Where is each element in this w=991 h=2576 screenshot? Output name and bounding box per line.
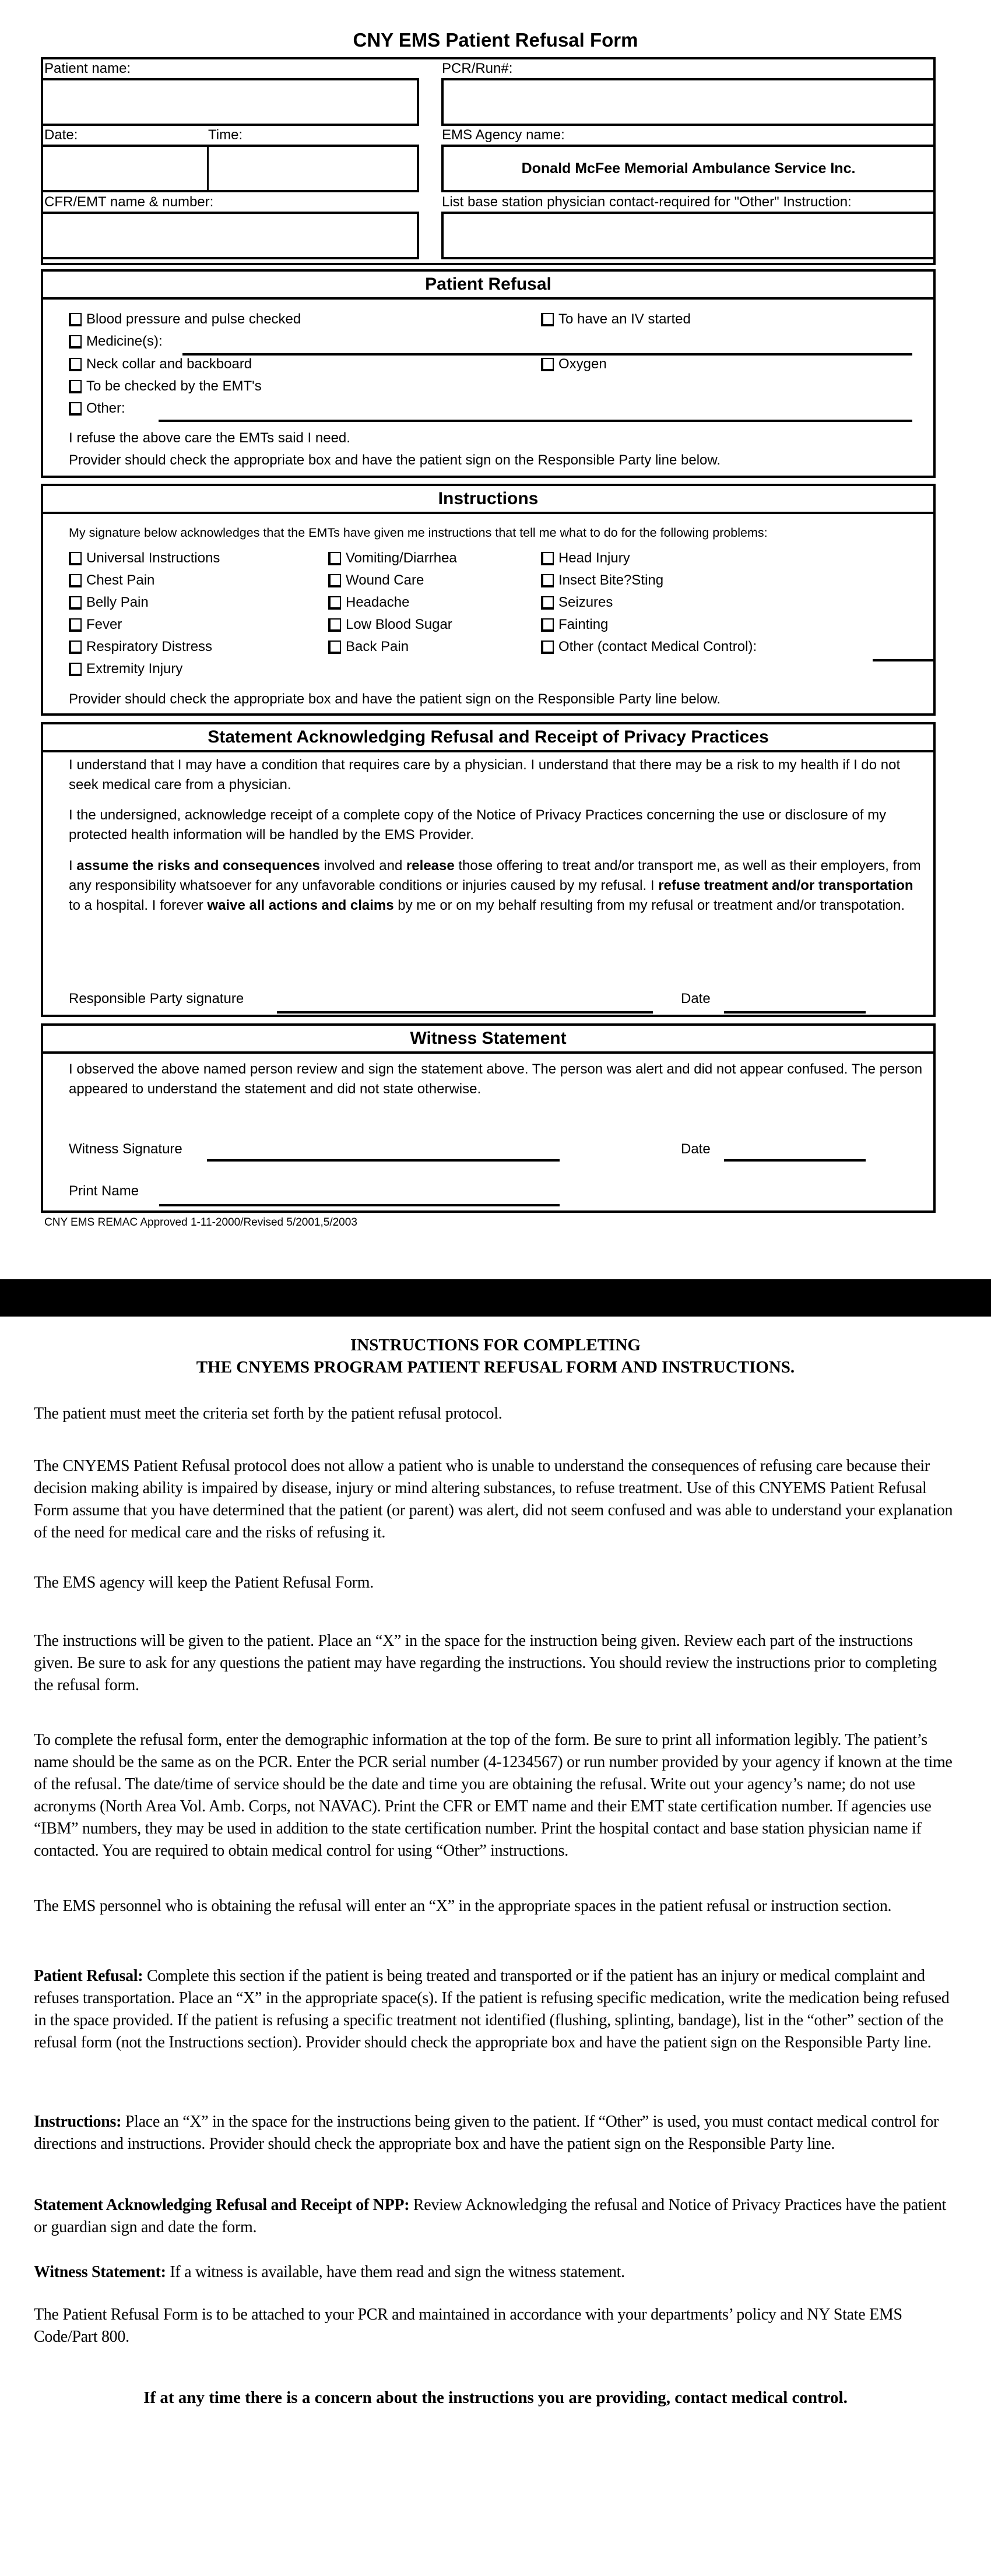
- instruction-item: [541, 572, 663, 589]
- time-label: Time:: [208, 127, 243, 143]
- base-station-field[interactable]: [441, 212, 936, 259]
- refusal-item: [69, 356, 252, 372]
- instruction-item-label: Extremity Injury: [86, 661, 183, 677]
- instruction-item: [328, 550, 457, 566]
- checkbox[interactable]: [69, 335, 82, 349]
- cfr-emt-label: CFR/EMT name & number:: [44, 194, 214, 210]
- checkbox[interactable]: [541, 313, 554, 326]
- paragraph-text: Review Acknowledging the refusal and Notice of Privacy Practices have the patient or guardian sign and date the form.: [34, 2196, 947, 2236]
- witness-heading: Witness Statement: [43, 1026, 933, 1054]
- pcr-run-label: PCR/Run#:: [442, 61, 513, 76]
- instruction-item: [69, 617, 122, 633]
- instruction-item: [69, 594, 149, 611]
- checkbox[interactable]: [69, 641, 82, 654]
- instructions-paragraph: [34, 1403, 955, 1425]
- instruction-item-label: Universal Instructions: [86, 550, 220, 566]
- instruction-item-label: Fainting: [558, 617, 609, 632]
- instructions-paragraph: [34, 2261, 955, 2283]
- paragraph-text: Place an “X” in the space for the instructions being given to the patient. If “Other” is used, you must contact medical control for directions and instructions. Provider should check the appropriate box and have the patient sign on the Responsible Party line.: [34, 2113, 939, 2153]
- instructions-paragraph: [34, 2111, 955, 2155]
- checkbox[interactable]: [328, 552, 341, 565]
- instructions-page-title-line2: THE CNYEMS PROGRAM PATIENT REFUSAL FORM AND INSTRUCTIONS.: [196, 1358, 795, 1377]
- witness-signature-label: Witness Signature: [69, 1141, 182, 1157]
- paragraph-lead: Statement Acknowledging Refusal and Receipt of NPP:: [34, 2196, 410, 2214]
- patient-refusal-section: [41, 269, 936, 478]
- checkbox[interactable]: [69, 402, 82, 416]
- checkbox[interactable]: [328, 596, 341, 610]
- witness-text: I observed the above named person review and sign the statement above. The person was alert and did not appear confused. The person appeared to understand the statement and did not state otherwise.: [69, 1061, 923, 1097]
- print-name-label: Print Name: [69, 1183, 139, 1199]
- instruction-item: [541, 550, 630, 566]
- witness-signature-line[interactable]: [207, 1159, 560, 1162]
- instructions-paragraph: [34, 1630, 955, 1697]
- statement-heading: Statement Acknowledging Refusal and Receipt of Privacy Practices: [43, 724, 933, 752]
- witness-date-line[interactable]: [724, 1159, 866, 1162]
- paragraph-lead: Witness Statement:: [34, 2263, 166, 2281]
- paragraph-text: If a witness is available, have them read and sign the witness statement.: [166, 2263, 625, 2281]
- date-field[interactable]: [41, 145, 208, 192]
- agency-field[interactable]: Donald McFee Memorial Ambulance Service Inc.: [441, 145, 936, 192]
- bold-phrase: waive all actions and claims: [207, 898, 394, 913]
- checkbox[interactable]: [69, 574, 82, 587]
- text-run: by me or on my behalf resulting from my refusal or treatment and/or transpotation.: [393, 898, 905, 913]
- text-run: involved and: [319, 858, 406, 874]
- patient-refusal-heading: Patient Refusal: [43, 272, 933, 300]
- provider-note: Provider should check the appropriate box and have the patient sign on the Responsible Party line below.: [69, 452, 721, 468]
- checkbox[interactable]: [328, 574, 341, 587]
- text-run: those offering to treat and/or transport me, as well as their employers, from any responsibility whatsoever for any unfavorable conditions or injuries caused by my refusal. I: [69, 858, 921, 893]
- instruction-item-label: Insect Bite?Sting: [558, 572, 664, 588]
- witness-section: [41, 1023, 936, 1213]
- form-footer-note: CNY EMS REMAC Approved 1-11-2000/Revised 5/2001,5/2003: [44, 1216, 357, 1229]
- paragraph-text: To complete the refusal form, enter the demographic information at the top of the form. Be sure to print all information legibly. The patient’s name should be the same as on the PCR. Enter the PCR serial number (4-1234567) or run number provided by your agency if known at the time of the refusal. The date/time of service should be the date and time you are obtaining the refusal. Write out your agency’s name; do not use acronyms (North Area Vol. Amb. Corps, not NAVAC). Print the CFR or EMT name and their EMT state certification number. If agencies use “IBM” numbers, they may be used in addition to the state certification number. Print the hospital contact and base station physician name if contacted. You are required to obtain medical control for using “Other” instructions.: [34, 1731, 953, 1860]
- instruction-item-label: Respiratory Distress: [86, 639, 213, 654]
- instructions-paragraph: [34, 1895, 955, 1917]
- patient-name-field[interactable]: [41, 78, 419, 126]
- checkbox[interactable]: [69, 358, 82, 371]
- closing-note: If at any time there is a concern about the instructions you are providing, contact medical control.: [143, 2388, 848, 2407]
- refusal-item: [541, 311, 691, 328]
- refusal-item: [541, 356, 607, 372]
- instruction-item-label: Headache: [346, 594, 410, 610]
- instruction-item-label: Seizures: [558, 594, 613, 610]
- refusal-item: [69, 333, 163, 350]
- instructions-heading: Instructions: [43, 486, 933, 514]
- print-name-line[interactable]: [159, 1204, 560, 1206]
- refusal-item: [69, 400, 125, 417]
- instruction-item-label: Belly Pain: [86, 594, 149, 610]
- statement-para-3: [69, 856, 926, 916]
- provider-note: Provider should check the appropriate box and have the patient sign on the Responsible Party line below.: [69, 691, 721, 707]
- instructions-paragraph: [34, 1455, 955, 1544]
- time-field[interactable]: [207, 145, 419, 192]
- instructions-paragraph: [34, 2194, 955, 2239]
- instructions-section: [41, 484, 936, 716]
- instruction-item: [328, 572, 424, 589]
- responsible-party-signature-label: Responsible Party signature: [69, 991, 244, 1007]
- checkbox[interactable]: [541, 358, 554, 371]
- checkbox[interactable]: [69, 552, 82, 565]
- instruction-item: [541, 639, 757, 655]
- checkbox[interactable]: [69, 596, 82, 610]
- refuse-statement: I refuse the above care the EMTs said I need.: [69, 430, 350, 446]
- instruction-item: [69, 550, 220, 566]
- bold-phrase: release: [406, 858, 455, 874]
- paragraph-lead: Patient Refusal:: [34, 1967, 143, 1985]
- patient-name-label: Patient name:: [44, 61, 131, 76]
- instructions-page-title-line1: INSTRUCTIONS FOR COMPLETING: [350, 1336, 641, 1354]
- instruction-item-label: Wound Care: [346, 572, 424, 588]
- refusal-item-label: Other:: [86, 400, 125, 416]
- checkbox[interactable]: [328, 618, 341, 632]
- instruction-item-label: Other (contact Medical Control):: [558, 639, 757, 654]
- checkbox[interactable]: [328, 641, 341, 654]
- checkbox[interactable]: [69, 380, 82, 393]
- responsible-party-signature-line[interactable]: [277, 1011, 653, 1013]
- paragraph-text: The CNYEMS Patient Refusal protocol does not allow a patient who is unable to understand the consequences of refusing care because their decision making ability is impaired by disease, injury or mind altering substances, to refuse treatment. Use of this CNYEMS Patient Refusal Form assume that you have determined that the patient (or parent) was alert, did not seem confused and was able to understand your explanation of the need for medical care and the risks of refusing it.: [34, 1457, 953, 1542]
- other-instruction-line[interactable]: [873, 659, 934, 661]
- checkbox[interactable]: [69, 618, 82, 632]
- checkbox[interactable]: [541, 574, 554, 587]
- paragraph-text: Complete this section if the patient is being treated and transported or if the patient has an injury or medical complaint and refuses transportation. Place an “X” in the appropriate space(s). If the patient is refusing specific medication, write the medication being refused in the space provided. If the patient is refusing a specific treatment not identified (flushing, splinting, bandage), list in the “other” section of the refusal form (not the Instructions section). Provider should check the appropriate box and have the patient sign on the Responsible Party line.: [34, 1967, 950, 2051]
- other-input-line[interactable]: [159, 420, 912, 422]
- checkbox[interactable]: [69, 663, 82, 676]
- statement-date-label: Date: [681, 991, 711, 1007]
- date-label: Date:: [44, 127, 78, 143]
- statement-para-1: I understand that I may have a condition that requires care by a physician. I understand that there may be a risk to my health if I do not seek medical care from a physician.: [69, 757, 901, 793]
- bold-phrase: assume the risks and consequences: [76, 858, 320, 874]
- cfr-emt-field[interactable]: [41, 212, 419, 259]
- form-title: CNY EMS Patient Refusal Form: [353, 29, 638, 51]
- instruction-item-label: Vomiting/Diarrhea: [346, 550, 457, 566]
- checkbox[interactable]: [541, 618, 554, 632]
- refusal-item-label: To be checked by the EMT's: [86, 378, 262, 394]
- statement-date-line[interactable]: [724, 1011, 866, 1013]
- pcr-run-field[interactable]: [441, 78, 936, 126]
- instructions-intro: My signature below acknowledges that the EMTs have given me instructions that tell me what to do for the following problems:: [69, 526, 768, 540]
- instruction-item: [69, 639, 212, 655]
- checkbox[interactable]: [541, 596, 554, 610]
- text-run: I: [69, 858, 77, 874]
- medicine-input-line[interactable]: [182, 353, 912, 356]
- instruction-item: [328, 617, 452, 633]
- refusal-item-label: Medicine(s):: [86, 333, 163, 349]
- bold-phrase: refuse treatment and/or transportation: [658, 878, 913, 893]
- paragraph-text: The EMS agency will keep the Patient Refusal Form.: [34, 1574, 374, 1592]
- instruction-item: [69, 572, 154, 589]
- paragraph-text: The Patient Refusal Form is to be attached to your PCR and maintained in accordance with your departments’ policy and NY State EMS Code/Part 800.: [34, 2306, 902, 2346]
- refusal-item: [69, 378, 262, 395]
- instruction-item: [328, 639, 409, 655]
- checkbox[interactable]: [69, 313, 82, 326]
- paragraph-lead: Instructions:: [34, 2113, 122, 2131]
- instructions-paragraph: [34, 1572, 955, 1594]
- instruction-item: [328, 594, 409, 611]
- instruction-item: [69, 661, 182, 677]
- agency-label: EMS Agency name:: [442, 127, 565, 143]
- refusal-item: [69, 311, 301, 328]
- refusal-item-label: Oxygen: [558, 356, 607, 372]
- instruction-item: [541, 594, 613, 611]
- instruction-item-label: Head Injury: [558, 550, 630, 566]
- refusal-item-label: Blood pressure and pulse checked: [86, 311, 301, 327]
- instructions-paragraph: [34, 1965, 955, 2054]
- instructions-paragraph: [34, 1729, 955, 1862]
- paragraph-text: The instructions will be given to the patient. Place an “X” in the space for the instruction being given. Review each part of the instructions given. Be sure to ask for any questions the patient may have regarding the instructions. You should review the instructions prior to completing the refusal form.: [34, 1632, 937, 1694]
- refusal-item-label: Neck collar and backboard: [86, 356, 252, 372]
- instructions-paragraph: [34, 2304, 955, 2348]
- statement-para-2: I the undersigned, acknowledge receipt of a complete copy of the Notice of Privacy Practices concerning the use or disclosure of my protected health information will be handled by the EMS Provider.: [69, 807, 887, 843]
- base-station-label: List base station physician contact-required for "Other" Instruction:: [442, 194, 852, 210]
- page-separator: [0, 1279, 991, 1317]
- checkbox[interactable]: [541, 641, 554, 654]
- instruction-item-label: Fever: [86, 617, 122, 632]
- instruction-item-label: Back Pain: [346, 639, 409, 654]
- text-run: to a hospital. I forever: [69, 898, 208, 913]
- witness-date-label: Date: [681, 1141, 711, 1157]
- paragraph-text: The patient must meet the criteria set forth by the patient refusal protocol.: [34, 1405, 502, 1423]
- instruction-item-label: Chest Pain: [86, 572, 155, 588]
- checkbox[interactable]: [541, 552, 554, 565]
- instruction-item: [541, 617, 608, 633]
- paragraph-text: The EMS personnel who is obtaining the refusal will enter an “X” in the appropriate spaces in the patient refusal or instruction section.: [34, 1897, 892, 1915]
- instruction-item-label: Low Blood Sugar: [346, 617, 452, 632]
- refusal-item-label: To have an IV started: [558, 311, 691, 327]
